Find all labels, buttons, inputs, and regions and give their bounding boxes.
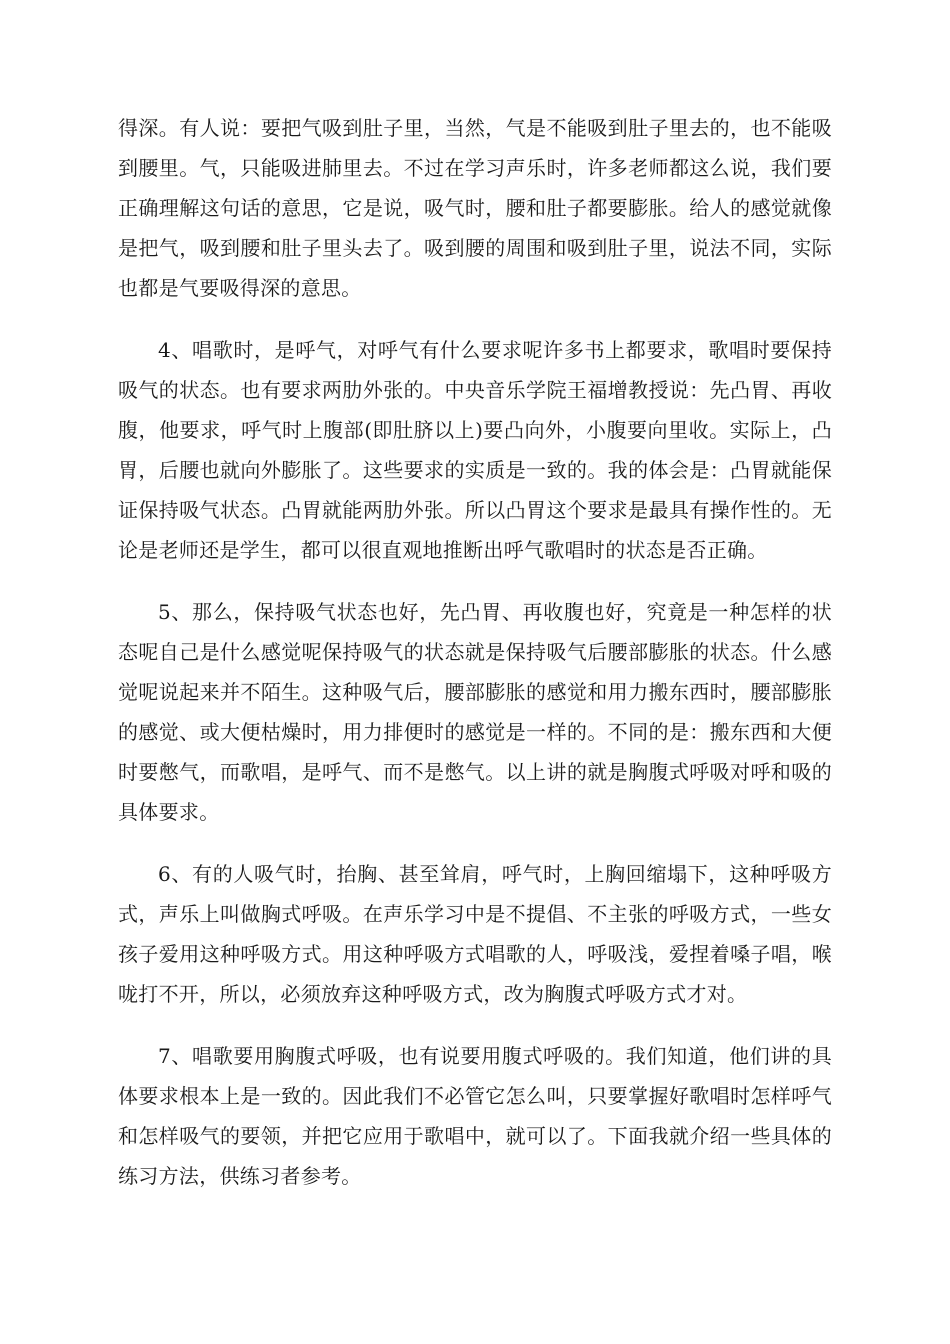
document-body xyxy=(118,108,832,1218)
paragraph-7: 7、唱歌要用胸腹式呼吸，也有说要用腹式呼吸的。我们知道，他们讲的具体要求根本上是一致的。因此我们不必管它怎么叫，只要掌握好歌唱时怎样呼气和怎样吸气的要领，并把它应用于歌唱中，就可以了。下面我就介绍一些具体的练习方法，供练习者参考。 xyxy=(118,1044,832,1188)
paragraph-continuation: 得深。有人说：要把气吸到肚子里，当然，气是不能吸到肚子里去的，也不能吸到腰里。气，只能吸进肺里去。不过在学习声乐时，许多老师都这么说，我们要正确理解这句话的意思，它是说，吸气时，腰和肚子都要膨胀。给人的感觉就像是把气，吸到腰和肚子里头去了。吸到腰的周围和吸到肚子里，说法不同，实际也都是气要吸得深的意思。 xyxy=(118,116,832,300)
paragraph-6: 6、有的人吸气时，抬胸、甚至耸肩，呼气时，上胸回缩塌下，这种呼吸方式，声乐上叫做胸式呼吸。在声乐学习中是不提倡、不主张的呼吸方式，一些女孩子爱用这种呼吸方式。用这种呼吸方式唱歌的人，呼吸浅，爱捏着嗓子唱，喉咙打不开，所以，必须放弃这种呼吸方式，改为胸腹式呼吸方式才对。 xyxy=(118,862,832,1006)
paragraph-4: 4、唱歌时，是呼气，对呼气有什么要求呢许多书上都要求，歌唱时要保持吸气的状态。也有要求两肋外张的。中央音乐学院王福增教授说：先凸胃、再收腹，他要求，呼气时上腹部(即肚脐以上)要凸向外，小腹要向里收。实际上，凸胃，后腰也就向外膨胀了。这些要求的实质是一致的。我的体会是：凸胃就能保证保持吸气状态。凸胃就能两肋外张。所以凸胃这个要求是最具有操作性的。无论是老师还是学生，都可以很直观地推断出呼气歌唱时的状态是否正确。 xyxy=(118,338,832,562)
paragraph-5: 5、那么，保持吸气状态也好，先凸胃、再收腹也好，究竟是一种怎样的状态呢自己是什么感觉呢保持吸气的状态就是保持吸气后腰部膨胀的状态。什么感觉呢说起来并不陌生。这种吸气后，腰部膨胀的感觉和用力搬东西时，腰部膨胀的感觉、或大便枯燥时，用力排便时的感觉是一样的。不同的是：搬东西和大便时要憋气，而歌唱，是呼气、而不是憋气。以上讲的就是胸腹式呼吸对呼和吸的具体要求。 xyxy=(118,600,832,824)
